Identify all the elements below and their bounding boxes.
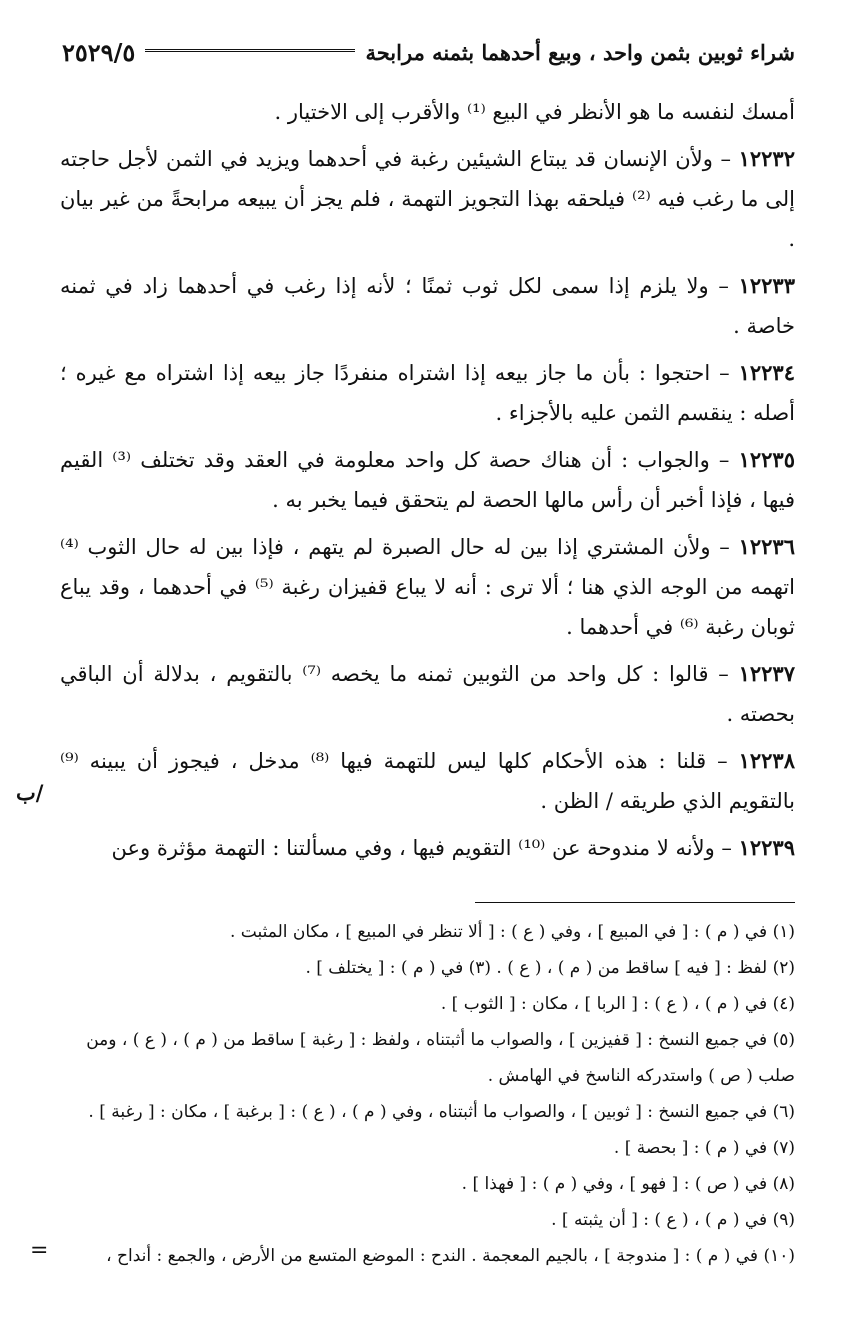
paragraph: ١٢٢٣٧ – قالوا : كل واحد من الثوبين ثمنه ما يخصه ⁽⁷⁾ بالتقويم ، بدلالة أن الباقي بحصته . xyxy=(60,661,795,726)
paragraph-number: ١٢٢٣٥ xyxy=(738,447,795,472)
header-rule xyxy=(145,49,355,55)
main-text xyxy=(60,92,795,875)
footnote: (١٠) في ( م ) : [ مندوجة ] ، بالجيم المعجمة . الندح : الموضع المتسع من الأرض ، والجمع : أنداح ، xyxy=(106,1246,795,1266)
paragraph-number: ١٢٢٣٩ xyxy=(738,835,795,860)
header-title: شراء ثوبين بثمن واحد ، وبيع أحدهما بثمنه مرابحة xyxy=(365,39,795,65)
paragraph-number: ١٢٢٣٣ xyxy=(738,273,795,298)
paragraph: ١٢٢٣٨ – قلنا : هذه الأحكام كلها ليس للتهمة فيها ⁽⁸⁾ مدخل ، فيجوز أن يبينه ⁽⁹⁾ بالتقويم الذي طريقه / الظن . xyxy=(60,748,795,813)
paragraph: ١٢٢٣٢ – ولأن الإنسان قد يبتاع الشيئين رغبة في أحدهما ويزيد في الثمن لأجل حاجته إلى ما رغب فيه ⁽²⁾ فيلحقه بهذا التجويز التهمة ، فلم يجز أن يبيعه مرابحةً من غير بيان . xyxy=(60,146,795,251)
paragraph-number: ١٢٢٣٢ xyxy=(738,146,795,171)
margin-folio-note: /ب xyxy=(16,780,44,805)
footnote: (٥) في جميع النسخ : [ قفيزين ] ، والصواب ما أثبتناه ، ولفظ : [ رغبة ] ساقط من ( م ) ، ( ع ) ، ومن صلب ( ص ) واستدركه الناسخ في الهامش . xyxy=(86,1030,795,1086)
footnotes xyxy=(60,914,795,1274)
page-number: ٢٥٢٩/٥ xyxy=(62,37,136,67)
footnote: (٨) في ( ص ) : [ فهو ] ، وفي ( م ) : [ فهذا ] . xyxy=(461,1174,795,1194)
paragraph: ١٢٢٣٣ – ولا يلزم إذا سمى لكل ثوب ثمنًا ؛ لأنه إذا رغب في أحدهما زاد في ثمنه خاصة . xyxy=(60,273,795,338)
paragraph: ١٢٢٣٦ – ولأن المشتري إذا بين له حال الصبرة لم يتهم ، فإذا بين له حال الثوب ⁽⁴⁾ اتهمه من الوجه الذي هنا ؛ ألا ترى : أنه لا يباع قفيزان رغبة ⁽⁵⁾ في أحدهما ، وقد يباع ثوبان رغبة ⁽⁶⁾ في أحدهما . xyxy=(60,534,795,639)
paragraph-number: ١٢٢٣٧ xyxy=(738,661,795,686)
paragraph-number: ١٢٢٣٤ xyxy=(738,360,795,385)
footnote: (٤) في ( م ) ، ( ع ) : [ الربا ] ، مكان : [ الثوب ] . xyxy=(440,994,795,1014)
footnote: (٢) لفظ : [ فيه ] ساقط من ( م ) ، ( ع ) . (٣) في ( م ) : [ يختلف ] . xyxy=(305,958,795,978)
footnote: (٦) في جميع النسخ : [ ثوبين ] ، والصواب ما أثبتناه ، وفي ( م ) ، ( ع ) : [ برغبة ] ، مكان : [ رغبة ] . xyxy=(88,1102,795,1122)
footnote: (٧) في ( م ) : [ بحصة ] . xyxy=(613,1138,795,1158)
footnote-divider xyxy=(475,902,795,903)
paragraph-number: ١٢٢٣٦ xyxy=(738,534,795,559)
paragraph: أمسك لنفسه ما هو الأنظر في البيع ⁽¹⁾ والأقرب إلى الاختيار . xyxy=(274,100,795,124)
paragraph-number: ١٢٢٣٨ xyxy=(738,748,795,773)
paragraph: ١٢٢٣٩ – ولأنه لا مندوحة عن ⁽¹⁰⁾ التقويم فيها ، وفي مسألتنا : التهمة مؤثرة وعن xyxy=(111,835,795,860)
footnote: (٩) في ( م ) ، ( ع ) : [ أن يثبته ] . xyxy=(551,1210,795,1230)
page-header xyxy=(62,34,795,70)
footnote: (١) في ( م ) : [ في المبيع ] ، وفي ( ع ) : [ ألا تنظر في المبيع ] ، مكان المثبت . xyxy=(230,922,795,942)
paragraph: ١٢٢٣٥ – والجواب : أن هناك حصة كل واحد معلومة في العقد وقد تختلف ⁽³⁾ القيم فيها ، فإذا أخبر أن رأس مالها الحصة لم يتحقق فيما يخبر به . xyxy=(60,447,795,512)
continuation-mark: = xyxy=(30,1238,49,1263)
paragraph: ١٢٢٣٤ – احتجوا : بأن ما جاز بيعه إذا اشتراه منفردًا جاز بيعه إذا اشتراه مع غيره ؛ أصله : ينقسم الثمن عليه بالأجزاء . xyxy=(60,360,795,425)
